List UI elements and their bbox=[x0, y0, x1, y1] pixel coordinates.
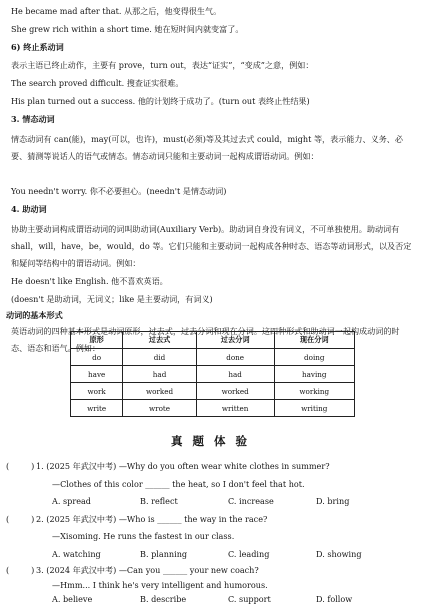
question-response: —Clothes of this color ______ the heat, so I don't feel that hot. bbox=[52, 479, 305, 489]
section-title: 真 题 体 验 bbox=[170, 434, 250, 448]
section-heading: 4. 助动词 bbox=[11, 204, 47, 214]
question-1 bbox=[6, 461, 330, 471]
option-d[interactable]: D. showing bbox=[316, 549, 362, 559]
table-cell: done bbox=[196, 349, 274, 366]
question-stem: 1. (2025 年武汉中考) —Why do you often wear white clothes in summer? bbox=[36, 461, 330, 471]
table-cell: had bbox=[196, 366, 274, 383]
table-cell: work bbox=[71, 383, 123, 400]
table-cell: worked bbox=[196, 383, 274, 400]
subsection-heading: 6) 终止系动词 bbox=[11, 42, 64, 52]
example-sentence: She grew rich within a short time. 她在短时间内就变富了。 bbox=[11, 24, 244, 34]
table-cell: doing bbox=[274, 349, 355, 366]
table-cell: did bbox=[123, 349, 196, 366]
body-paragraph: 协助主要动词构成谓语动词的词叫助动词(Auxiliary Verb)。助动词自身没有词义，不可单独使用。助动词有 shall，will，have，be，would，do 等。它们只能和主要动词一起构成各种时态、语态等动词形式，以及否定和疑问等结构中的谓语动词。例如： bbox=[11, 224, 412, 268]
option-a[interactable]: A. watching bbox=[52, 549, 101, 559]
example-sentence: His plan turned out a success. 他的计划终于成功了。(turn out 表终止性结果) bbox=[11, 96, 310, 106]
option-d[interactable]: D. bring bbox=[316, 496, 350, 506]
table-cell: had bbox=[123, 366, 196, 383]
answer-blank[interactable]: ( ) bbox=[6, 565, 35, 575]
table-cell: write bbox=[71, 400, 123, 417]
option-b[interactable]: B. describe bbox=[140, 594, 187, 604]
table-cell: have bbox=[71, 366, 123, 383]
table-header: 过去式 bbox=[123, 332, 196, 349]
example-sentence: He became mad after that. 从那之后，他变得很生气。 bbox=[11, 6, 222, 16]
table-header-row bbox=[71, 332, 355, 349]
example-sentence: The search proved difficult. 搜查证实很难。 bbox=[11, 78, 184, 88]
table-row bbox=[71, 383, 355, 400]
table-cell: worked bbox=[123, 383, 196, 400]
answer-blank[interactable]: ( ) bbox=[6, 461, 35, 471]
option-c[interactable]: C. increase bbox=[228, 496, 274, 506]
table-cell: do bbox=[71, 349, 123, 366]
option-a[interactable]: A. spread bbox=[52, 496, 91, 506]
table-cell: writing bbox=[274, 400, 355, 417]
question-response: —Hmm... I think he's very intelligent and humorous. bbox=[52, 580, 268, 590]
table-cell: working bbox=[274, 383, 355, 400]
question-3 bbox=[6, 565, 259, 575]
body-paragraph: 情态动词有 can(能)，may(可以，也许)，must(必须)等及其过去式 could，might 等，表示能力、义务、必要、猜测等说话人的语气或情态。情态动词只能和主要动词一起构成谓语动词。例如： bbox=[11, 134, 403, 161]
option-c[interactable]: C. leading bbox=[228, 549, 270, 559]
table-header: 过去分词 bbox=[196, 332, 274, 349]
question-stem: 2. (2025 年武汉中考) —Who is ______ the way in the race? bbox=[36, 514, 268, 524]
question-response: —Xisoming. He runs the fastest in our class. bbox=[52, 531, 235, 541]
verb-forms-table bbox=[70, 331, 355, 417]
section-heading: 动词的基本形式 bbox=[6, 310, 63, 320]
table-row bbox=[71, 400, 355, 417]
option-b[interactable]: B. reflect bbox=[140, 496, 178, 506]
option-c[interactable]: C. support bbox=[228, 594, 271, 604]
example-sentence: He doesn't like English. 他不喜欢英语。 bbox=[11, 276, 168, 286]
option-d[interactable]: D. follow bbox=[316, 594, 353, 604]
table-header: 原形 bbox=[71, 332, 123, 349]
table-row bbox=[71, 366, 355, 383]
table-row bbox=[71, 349, 355, 366]
section-heading: 3. 情态动词 bbox=[11, 114, 55, 124]
table-cell: having bbox=[274, 366, 355, 383]
table-cell: written bbox=[196, 400, 274, 417]
table-cell: wrote bbox=[123, 400, 196, 417]
question-stem: 3. (2024 年武汉中考) —Can you ______ your new coach? bbox=[36, 565, 259, 575]
example-note: (doesn't 是助动词，无词义；like 是主要动词，有词义) bbox=[11, 294, 213, 304]
option-b[interactable]: B. planning bbox=[140, 549, 188, 559]
table-header: 现在分词 bbox=[274, 332, 355, 349]
body-text: 表示主语已终止动作，主要有 prove，turn out，表达“证实”，“变成”之意，例如： bbox=[11, 60, 314, 70]
question-2 bbox=[6, 514, 267, 524]
option-a[interactable]: A. believe bbox=[52, 594, 93, 604]
example-sentence: You needn't worry. 你不必要担心。(needn't 是情态动词) bbox=[11, 186, 227, 196]
answer-blank[interactable]: ( ) bbox=[6, 514, 35, 524]
body-paragraph: 英语动词的四种基本形式是动词原形，过去式，过去分词和现在分词。这四种形式和助动词一起构成动词的时态、语态和语气。例如： bbox=[11, 326, 400, 353]
